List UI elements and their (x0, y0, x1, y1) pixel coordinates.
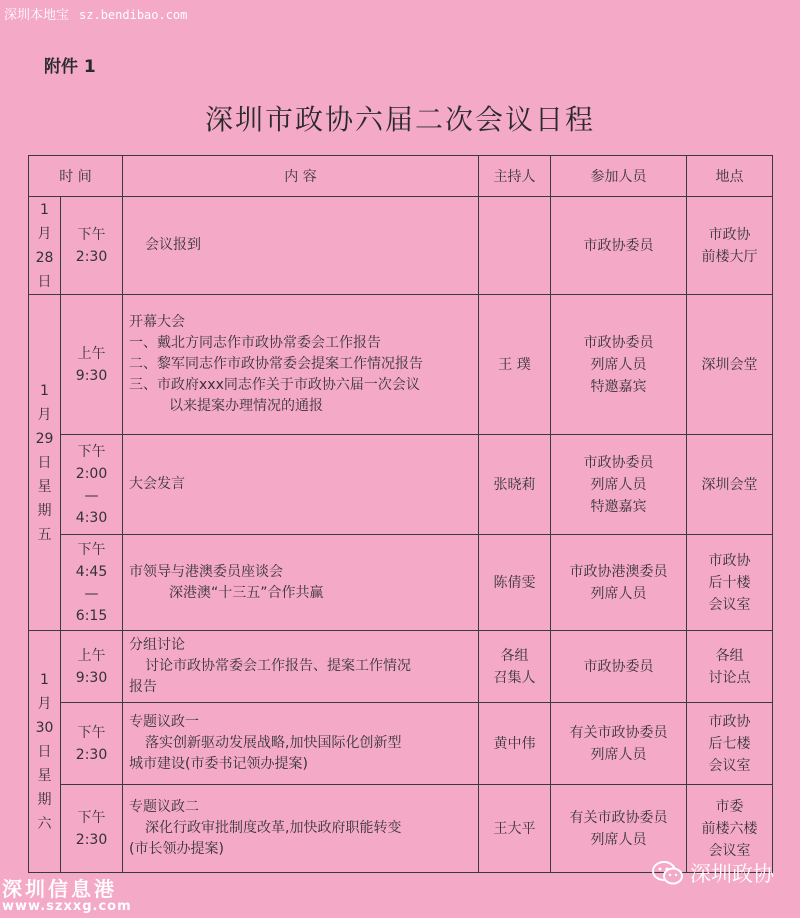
time-text: 下午 (77, 809, 106, 826)
date-text: 五 (37, 526, 52, 543)
content-line: 以来提案办理情况的通报 (169, 398, 324, 414)
bottom-right-watermark (652, 858, 774, 888)
date-text: 月 (37, 225, 52, 242)
location-text: 市政协 (708, 713, 751, 730)
schedule-body (29, 197, 773, 873)
location-text: 后七楼 (708, 735, 751, 752)
location-text: 前楼六楼 (701, 820, 758, 837)
content-line: 分组讨论 (129, 637, 186, 653)
header-content: 内 容 (123, 156, 479, 197)
attendee-text: 列席人员 (590, 356, 647, 373)
time-text: — (84, 487, 99, 504)
time-text: 下午 (77, 443, 106, 460)
header-host: 主持人 (479, 156, 551, 197)
watermark-account-name: 深圳政协 (690, 862, 774, 886)
attendee-text: 列席人员 (590, 585, 647, 602)
content-line: (市长领办提案) (129, 841, 224, 857)
location-text: 前楼大厅 (701, 248, 758, 265)
attendee-text: 有关市政协委员 (569, 809, 668, 826)
schedule-table (28, 155, 773, 873)
content-line: 城市建设(市委书记领办提案) (129, 756, 308, 772)
attendee-text: 市政协委员 (583, 334, 654, 351)
content-line: 报告 (129, 679, 158, 695)
location-text: 市政协 (708, 226, 751, 243)
time-cell (61, 197, 123, 295)
time-text: 2:30 (75, 248, 108, 265)
location-text: 后十楼 (708, 574, 751, 591)
watermark-site-url: sz.bendibao.com (79, 8, 188, 22)
bottom-left-watermark (2, 877, 132, 916)
host-cell: 黄中伟 (479, 703, 551, 785)
time-cell (61, 785, 123, 873)
time-text: 上午 (77, 647, 106, 664)
time-cell (61, 631, 123, 703)
top-watermark (4, 4, 187, 23)
attendees-cell (551, 703, 687, 785)
date-text: 28 (35, 249, 54, 266)
time-cell (61, 295, 123, 435)
attendees-cell (551, 535, 687, 631)
attendee-text: 列席人员 (590, 746, 647, 763)
location-text: 会议室 (708, 842, 751, 859)
content-line: 落实创新驱动发展战略,加快国际化创新型 (145, 735, 402, 751)
table-row (29, 703, 773, 785)
content-line: 专题议政二 (129, 799, 200, 815)
time-text: 9:30 (75, 669, 108, 686)
content-cell (123, 435, 479, 535)
date-text: 星 (37, 767, 52, 784)
date-text: 星 (37, 478, 52, 495)
date-cell (29, 631, 61, 873)
location-cell (687, 197, 773, 295)
table-header-row (29, 156, 773, 197)
content-line: 大会发言 (129, 476, 186, 492)
content-line: 讨论市政协常委会工作报告、提案工作情况 (145, 658, 412, 674)
attachment-label: 附件 1 (44, 57, 96, 77)
date-text: 1 (40, 671, 49, 688)
date-text: 30 (35, 719, 54, 736)
location-text: 会议室 (708, 596, 751, 613)
date-text: 1 (40, 201, 49, 218)
document-title: 深圳市政协六届二次会议日程 (204, 103, 595, 136)
host-cell: 王大平 (479, 785, 551, 873)
content-line: 市领导与港澳委员座谈会 (129, 563, 284, 580)
location-text: 市委 (715, 798, 744, 815)
location-cell (687, 295, 773, 435)
location-text: 深圳会堂 (701, 356, 758, 373)
content-line: 深化行政审批制度改革,加快政府职能转变 (145, 820, 402, 836)
content-cell (123, 535, 479, 631)
date-text: 月 (37, 406, 52, 423)
time-cell (61, 535, 123, 631)
host-cell: 陈倩雯 (479, 535, 551, 631)
attendees-cell (551, 435, 687, 535)
wechat-icon (652, 860, 684, 886)
time-text: 2:30 (75, 831, 108, 848)
content-cell (123, 197, 479, 295)
attendee-text: 市政协委员 (583, 658, 654, 675)
header-time: 时 间 (29, 156, 123, 197)
date-text: 1 (40, 382, 49, 399)
table-row (29, 631, 773, 703)
watermark-brand-url: www.szxxg.com (2, 899, 132, 914)
content-cell (123, 295, 479, 435)
location-cell (687, 535, 773, 631)
location-text: 会议室 (708, 757, 751, 774)
date-cell (29, 295, 61, 631)
time-text: 2:30 (75, 746, 108, 763)
table-row (29, 435, 773, 535)
content-cell (123, 703, 479, 785)
header-location: 地点 (687, 156, 773, 197)
date-text: 月 (37, 695, 52, 712)
attendees-cell (551, 197, 687, 295)
table-row (29, 295, 773, 435)
date-text: 日 (37, 273, 52, 290)
header-attendees: 参加人员 (551, 156, 687, 197)
content-cell (123, 785, 479, 873)
watermark-brand: 深圳信息港 (2, 877, 117, 901)
table-row (29, 535, 773, 631)
location-text: 深圳会堂 (701, 476, 758, 493)
attendee-text: 有关市政协委员 (569, 724, 668, 741)
time-text: 9:30 (75, 367, 108, 384)
time-cell (61, 703, 123, 785)
time-text: 4:30 (75, 509, 108, 526)
attendee-text: 列席人员 (590, 831, 647, 848)
watermark-site-name: 深圳本地宝 (4, 8, 70, 23)
time-text: 上午 (77, 345, 106, 362)
date-cell (29, 197, 61, 295)
content-line: 一、戴北方同志作市政协常委会工作报告 (129, 335, 382, 351)
time-text: 2:00 (75, 465, 108, 482)
time-text: — (84, 585, 99, 602)
content-cell (123, 631, 479, 703)
attendee-text: 特邀嘉宾 (590, 378, 647, 395)
location-text: 市政协 (708, 552, 751, 569)
table-row (29, 197, 773, 295)
time-cell (61, 435, 123, 535)
attendee-text: 列席人员 (590, 476, 647, 493)
date-text: 期 (37, 502, 52, 519)
time-text: 下午 (77, 541, 106, 558)
time-text: 6:15 (75, 607, 108, 624)
date-text: 29 (35, 430, 54, 447)
attendee-text: 市政协委员 (583, 237, 654, 254)
content-line: 二、黎军同志作市政协常委会提案工作情况报告 (129, 356, 424, 372)
attendee-text: 特邀嘉宾 (590, 498, 647, 515)
date-text: 期 (37, 791, 52, 808)
content-line: 三、市政府xxx同志作关于市政协六届一次会议 (129, 377, 420, 393)
attendees-cell (551, 295, 687, 435)
location-cell (687, 703, 773, 785)
location-text: 讨论点 (708, 669, 751, 686)
location-cell (687, 435, 773, 535)
date-text: 日 (37, 454, 52, 471)
content-line: 会议报到 (145, 237, 202, 253)
content-line: 深港澳“十三五”合作共赢 (169, 584, 324, 601)
location-text: 各组 (715, 647, 744, 664)
attendee-text: 市政协港澳委员 (569, 563, 668, 580)
date-text: 六 (37, 815, 52, 832)
host-cell: 张晓莉 (479, 435, 551, 535)
host-cell (479, 197, 551, 295)
date-text: 日 (37, 743, 52, 760)
location-cell (687, 631, 773, 703)
host-cell: 各组 召集人 (479, 631, 551, 703)
content-line: 开幕大会 (129, 314, 186, 330)
attendee-text: 市政协委员 (583, 454, 654, 471)
time-text: 4:45 (75, 563, 108, 580)
time-text: 下午 (77, 724, 106, 741)
host-cell: 王 璞 (479, 295, 551, 435)
attendees-cell (551, 631, 687, 703)
time-text: 下午 (77, 226, 106, 243)
content-line: 专题议政一 (129, 714, 200, 730)
